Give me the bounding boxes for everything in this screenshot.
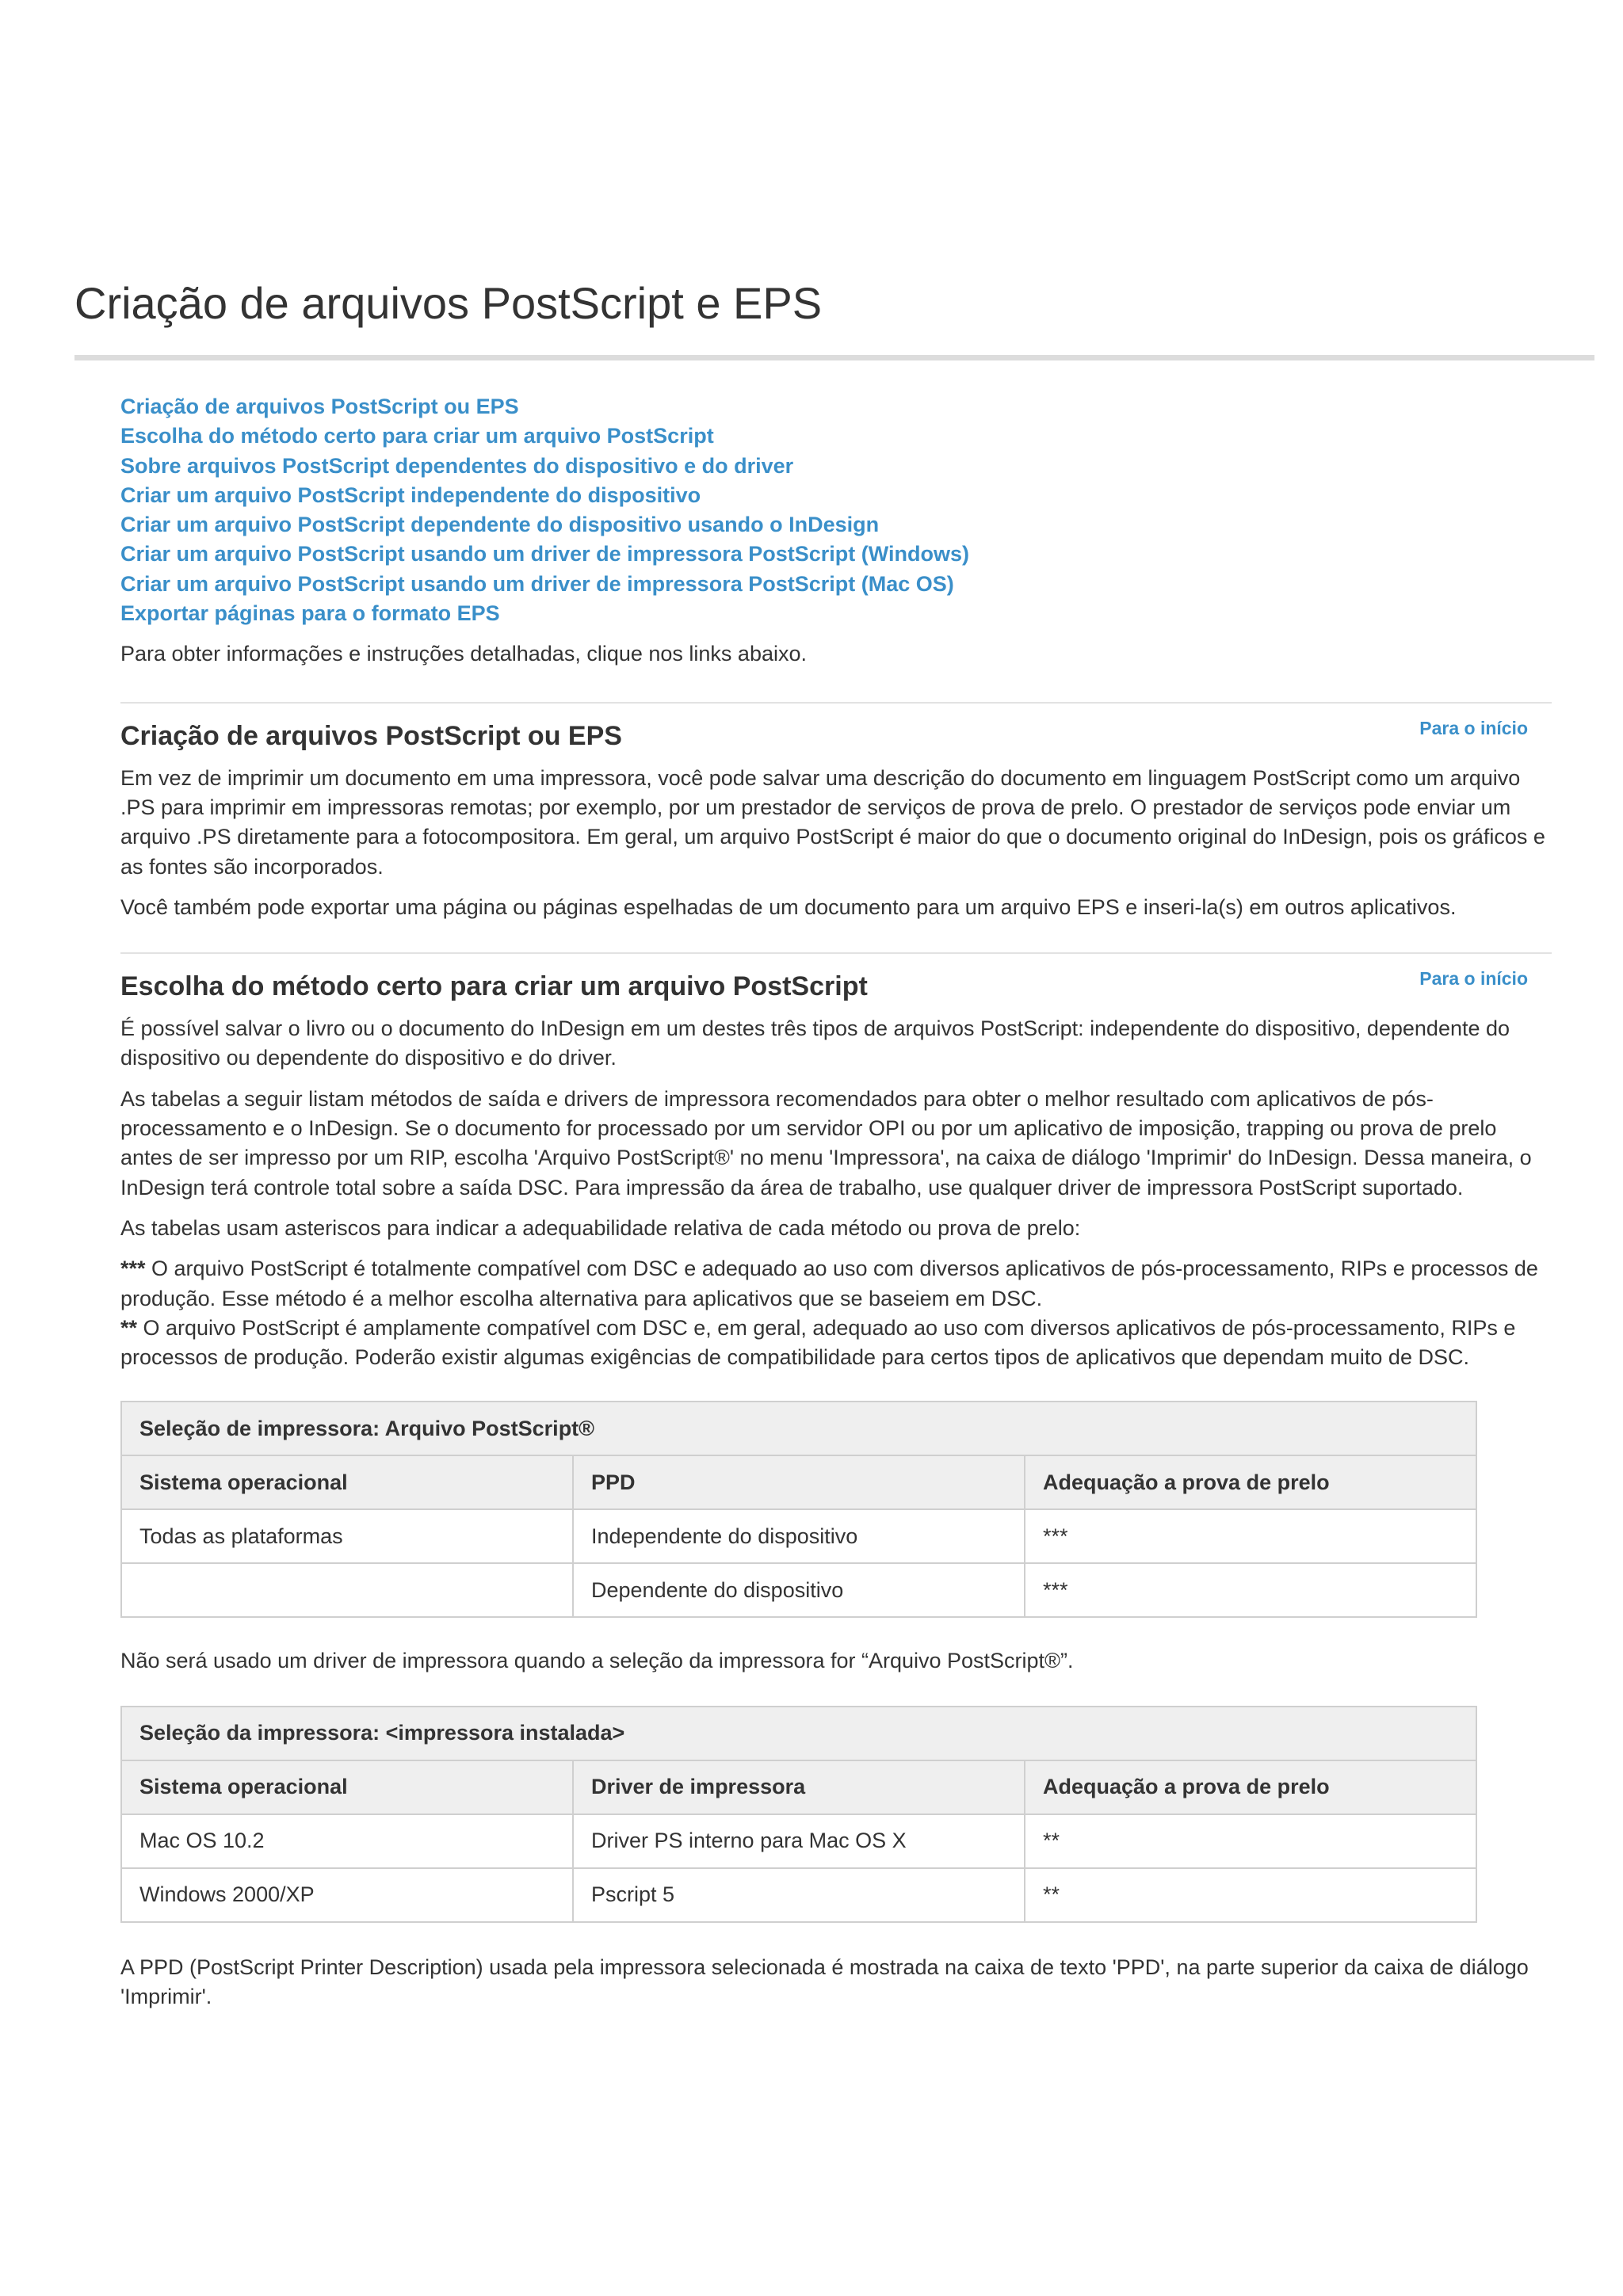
table-of-contents: [120, 392, 1552, 628]
toc-link-independente[interactable]: Criar um arquivo PostScript independente do dispositivo: [120, 482, 701, 507]
intro-text: Para obter informações e instruções detalhadas, clique nos links abaixo.: [120, 642, 807, 666]
rating-text: O arquivo PostScript é totalmente compatível com DSC e adequado ao uso com diversos aplicativos de pós-processamento, RIPs e processos de produção. Esse método é a melhor escolha alternativa para aplicativos que se baseiem em DSC.: [120, 1257, 1538, 1310]
table-cell: Independente do dispositivo: [573, 1509, 1025, 1563]
closing-paragraph: A PPD (PostScript Printer Description) usada pela impressora selecionada é mostrada na caixa de texto 'PPD', na parte superior da caixa de diálogo 'Imprimir'.: [120, 1955, 1529, 2009]
toc-link-sobre[interactable]: Sobre arquivos PostScript dependentes do dispositivo e do driver: [120, 453, 794, 478]
table-cell: **: [1025, 1814, 1476, 1868]
table-row: [121, 1563, 1476, 1617]
section-heading: Escolha do método certo para criar um arquivo PostScript: [120, 971, 868, 1002]
back-to-top-link[interactable]: Para o início: [1419, 717, 1528, 738]
stars-label: **: [120, 1315, 138, 1340]
back-to-top-link[interactable]: Para o início: [1419, 968, 1528, 990]
section-escolha: [120, 952, 1552, 2012]
section-paragraph: Você também pode exportar uma página ou páginas espelhadas de um documento para um arquivo EPS e inseri-la(s) em outros aplicativos.: [120, 894, 1457, 919]
table-header-cell: Driver de impressora: [573, 1760, 1025, 1814]
stars-label: ***: [120, 1257, 146, 1281]
rating-three-stars: [120, 1254, 1552, 1314]
table-header-cell: PPD: [573, 1455, 1025, 1509]
toc-item[interactable]: [120, 392, 1552, 421]
table-cell: Mac OS 10.2: [121, 1814, 573, 1868]
toc-item[interactable]: [120, 481, 1552, 510]
section-criacao: [120, 702, 1552, 952]
table-caption: Seleção da impressora: <impressora instalada>: [121, 1707, 1476, 1760]
rating-two-stars: [120, 1314, 1552, 1373]
table-header-cell: Adequação a prova de prelo: [1025, 1455, 1476, 1509]
toc-link-criacao[interactable]: Criação de arquivos PostScript ou EPS: [120, 395, 519, 418]
table-cell: Dependente do dispositivo: [573, 1563, 1025, 1617]
table-cell: Driver PS interno para Mac OS X: [573, 1814, 1025, 1868]
section-paragraph: É possível salvar o livro ou o documento do InDesign em um destes três tipos de arquivos PostScript: independente do dispositivo, dependente do dispositivo ou dependente do dispositivo e do driver.: [120, 1016, 1510, 1070]
rating-text: O arquivo PostScript é amplamente compatível com DSC e, em geral, adequado ao uso com diversos aplicativos de pós-processamento, RIPs e processos de produção. Poderão existir algumas exigências de compatibilidade para certos tipos de aplicativos que dependam muito de DSC.: [120, 1315, 1516, 1370]
table-header-cell: Sistema operacional: [121, 1455, 573, 1509]
toc-item[interactable]: [120, 599, 1552, 628]
toc-link-dependente[interactable]: Criar um arquivo PostScript dependente do dispositivo usando o InDesign: [120, 513, 880, 537]
toc-item[interactable]: [120, 510, 1552, 540]
section-paragraph: Em vez de imprimir um documento em uma impressora, você pode salvar uma descrição do documento em linguagem PostScript como um arquivo .PS para imprimir em impressoras remotas; por exemplo, por um prestador de serviços de prova de prelo. O prestador de serviços pode enviar um arquivo .PS diretamente para a fotocompositora. Em geral, um arquivo PostScript é maior do que o documento original do InDesign, pois os gráficos e as fontes são incorporados.: [120, 765, 1545, 879]
section-heading: Criação de arquivos PostScript ou EPS: [120, 720, 622, 751]
table-header-row: [121, 1455, 1476, 1509]
table-row: [121, 1814, 1476, 1868]
toc-link-escolha[interactable]: Escolha do método certo para criar um arquivo PostScript: [120, 424, 714, 448]
title-divider: [74, 355, 1594, 360]
table-cell: Pscript 5: [573, 1868, 1025, 1922]
table-cell: **: [1025, 1868, 1476, 1922]
table-cell: [121, 1563, 573, 1617]
table-cell: Todas as plataformas: [121, 1509, 573, 1563]
toc-link-macos[interactable]: Criar um arquivo PostScript usando um driver de impressora PostScript (Mac OS): [120, 571, 954, 596]
section-paragraph: As tabelas a seguir listam métodos de saída e drivers de impressora recomendados para obter o melhor resultado com aplicativos de pós-processamento e o InDesign. Se o documento for processado por um servidor OPI ou por um aplicativo de imposição, trapping ou prova de prelo antes de ser impresso por um RIP, escolha 'Arquivo PostScript®' no menu 'Impressora', na caixa de diálogo 'Imprimir' do InDesign. Dessa maneira, o InDesign terá controle total sobre a saída DSC. Para impressão da área de trabalho, use qualquer driver de impressora PostScript suportado.: [120, 1086, 1532, 1199]
table-header-row: [121, 1760, 1476, 1814]
table-cell: ***: [1025, 1563, 1476, 1617]
table-row: [121, 1509, 1476, 1563]
toc-item[interactable]: [120, 421, 1552, 451]
toc-link-windows[interactable]: Criar um arquivo PostScript usando um driver de impressora PostScript (Windows): [120, 542, 969, 566]
table-row: [121, 1868, 1476, 1922]
table-caption: Seleção de impressora: Arquivo PostScript®: [121, 1402, 1476, 1455]
table-impressora-instalada: [120, 1706, 1477, 1923]
page-title: Criação de arquivos PostScript e EPS: [74, 278, 823, 328]
section-paragraph: As tabelas usam asteriscos para indicar a adequabilidade relativa de cada método ou prova de prelo:: [120, 1215, 1081, 1240]
table-header-cell: Adequação a prova de prelo: [1025, 1760, 1476, 1814]
toc-item[interactable]: [120, 570, 1552, 599]
table-note: Não será usado um driver de impressora quando a seleção da impressora for “Arquivo PostScript®”.: [120, 1649, 1074, 1673]
table-cell: ***: [1025, 1509, 1476, 1563]
table-arquivo-postscript: [120, 1401, 1477, 1618]
toc-item[interactable]: [120, 452, 1552, 481]
main-content: [120, 392, 1552, 2012]
toc-link-eps[interactable]: Exportar páginas para o formato EPS: [120, 601, 500, 626]
toc-item[interactable]: [120, 540, 1552, 569]
table-header-cell: Sistema operacional: [121, 1760, 573, 1814]
table-cell: Windows 2000/XP: [121, 1868, 573, 1922]
